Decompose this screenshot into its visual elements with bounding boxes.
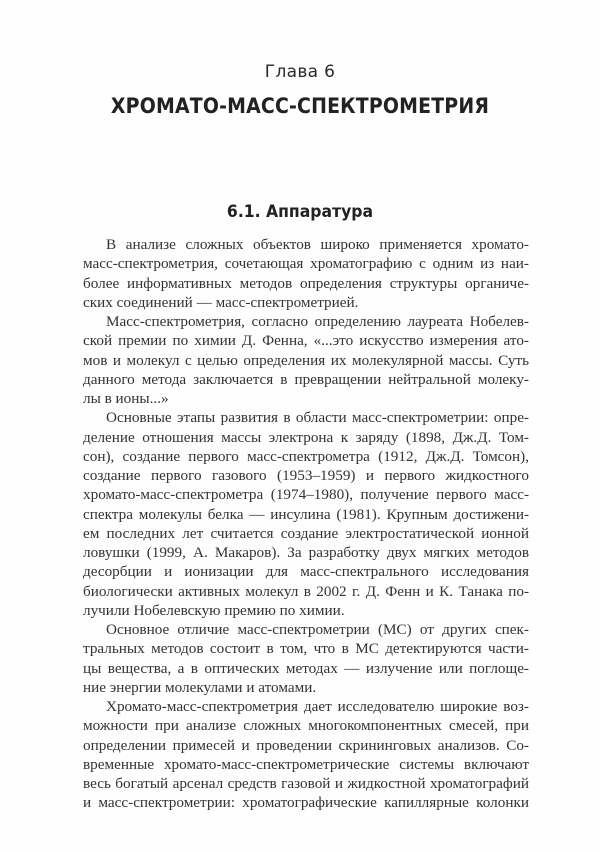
text-line: биологически активных молекул в 2002 г. Д. Фенн и К. Танака по-: [83, 582, 529, 600]
text-line: создание первого газового (1953–1959) и первого жидкостного: [83, 467, 529, 484]
text-line: Масс-спектрометрия, согласно определению лауреата Нобелев-: [106, 313, 529, 330]
text-line: тральных методов состоит в том, что в МС детектируются части-: [83, 640, 529, 658]
text-line: спектра молекулы белка — инсулина (1981). Крупным достижени-: [83, 505, 529, 523]
text-line: десорбции и ионизации для масс-спектрального исследования: [83, 563, 529, 581]
text-line: ских соединений — масс-спектрометрией.: [83, 293, 359, 311]
text-line: определении примесей и проведении скрининговых анализов. Со-: [83, 736, 529, 754]
section-title: 6.1. Аппаратура: [226, 202, 374, 222]
text-line: масс-спектрометрия, сочетающая хроматографию с одним из наи-: [83, 255, 529, 273]
text-line: В анализе сложных объектов широко применяется хромато-: [106, 236, 529, 253]
text-line: ловушки (1999, А. Макаров). За разработку двух мягких методов: [83, 544, 529, 561]
body-text: [83, 235, 529, 813]
text-line: Основное отличие масс-спектрометрии (МС) от других спек-: [106, 621, 529, 638]
text-line: Основные этапы развития в области масс-спектрометрии: опре-: [106, 409, 529, 427]
text-line: более информативных методов определения структуры органиче-: [83, 274, 529, 292]
text-line: цы вещества, а в оптических методах — излучение или поглоще-: [83, 659, 529, 677]
text-line: ние энергии молекулами и атомами.: [83, 678, 317, 696]
text-line: весь богатый арсенал средств газовой и жидкостной хроматографий: [83, 775, 529, 792]
text-line: сон), создание первого масс-спектрометра (1912, Дж.Д. Томсон),: [83, 447, 529, 465]
chapter-title: ХРОМАТО-МАСС-СПЕКТРОМЕТРИЯ: [110, 94, 490, 118]
text-line: лы в ионы...»: [83, 390, 169, 407]
text-line: Хромато-масс-спектрометрия дает исследователю широкие воз-: [106, 698, 529, 715]
text-line: и масс-спектрометрии: хроматографические капиллярные колонки: [83, 794, 529, 812]
text-line: мов и молекул с целью определения их молекулярной массы. Суть: [83, 351, 529, 369]
text-line: хромато-масс-спектрометра (1974–1980), получение первого масс-: [83, 486, 529, 504]
chapter-label: Глава 6: [264, 62, 336, 82]
text-line: деление отношения массы электрона к заряду (1898, Дж.Д. Том-: [83, 428, 529, 446]
text-line: временные хромато-масс-спектрометрические системы включают: [83, 755, 529, 773]
text-line: данного метода заключается в превращении нейтральной молеку-: [83, 370, 529, 388]
text-line: ской премии по химии Д. Фенна, «...это искусство измерения ато-: [83, 332, 529, 350]
text-line: лучили Нобелевскую премию по химии.: [83, 601, 345, 619]
text-line: ем последних лет считается создание электростатической ионной: [83, 524, 529, 542]
text-line: можности при анализе сложных многокомпонентных смесей, при: [83, 717, 529, 735]
